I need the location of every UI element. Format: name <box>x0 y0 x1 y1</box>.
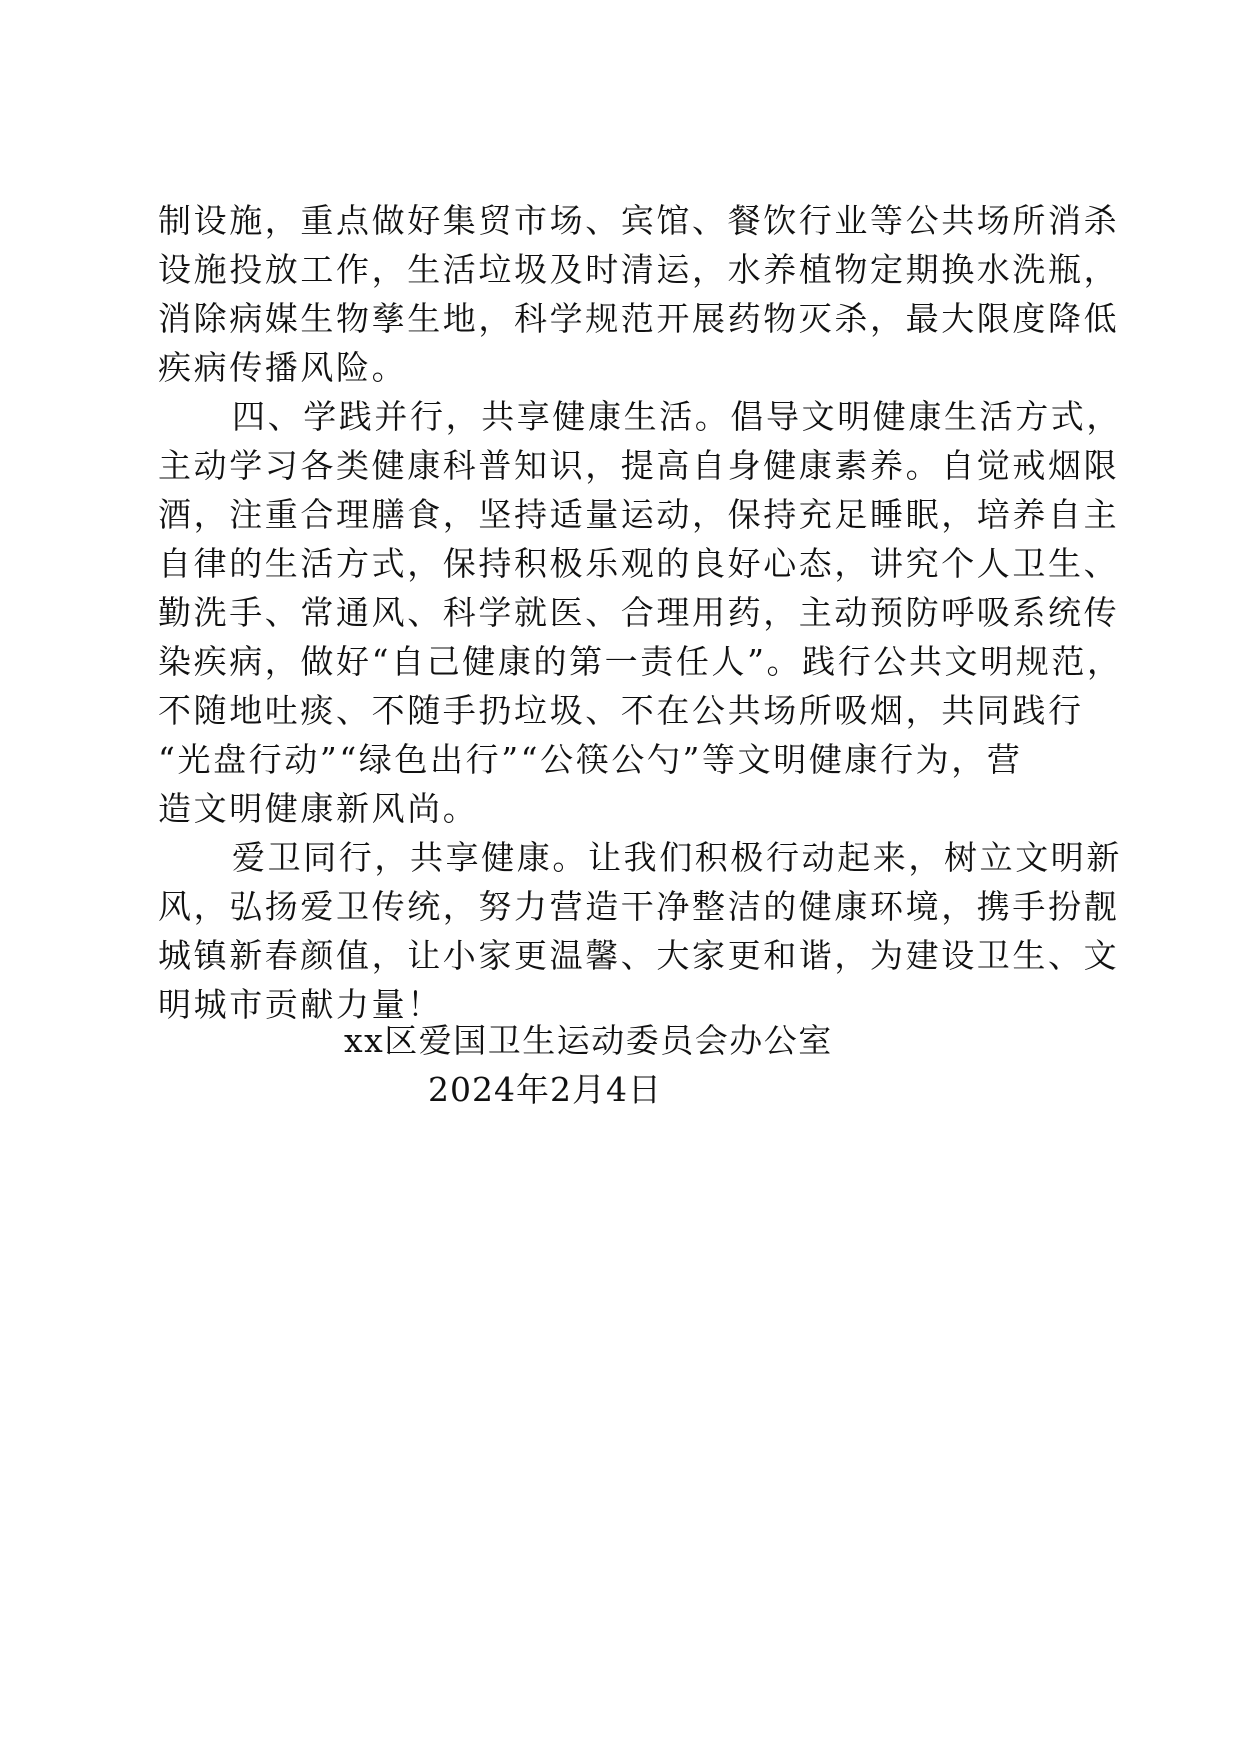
signature-organization: xx区爱国卫生运动委员会办公室 <box>344 1021 833 1060</box>
text-line: 设施投放工作，生活垃圾及时清运，水养植物定期换水洗瓶， <box>158 250 1120 289</box>
text-line: 风，弘扬爱卫传统，努力营造干净整洁的健康环境，携手扮靓 <box>158 887 1120 926</box>
text-line: 明城市贡献力量！ <box>158 985 443 1024</box>
text-line: 自律的生活方式，保持积极乐观的良好心态，讲究个人卫生、 <box>158 544 1120 583</box>
text-line: 制设施，重点做好集贸市场、宾馆、餐饮行业等公共场所消杀 <box>158 201 1120 240</box>
text-line: 四、学践并行，共享健康生活。倡导文明健康生活方式， <box>232 397 1122 436</box>
text-line: 造文明健康新风尚。 <box>158 789 479 828</box>
text-line: 城镇新春颜值，让小家更温馨、大家更和谐，为建设卫生、文 <box>158 936 1120 975</box>
text-line: 主动学习各类健康科普知识，提高自身健康素养。自觉戒烟限 <box>158 446 1120 485</box>
text-line: 疾病传播风险。 <box>158 348 408 387</box>
text-line: 不随地吐痰、不随手扔垃圾、不在公共场所吸烟，共同践行 <box>158 691 1084 730</box>
document-body <box>158 196 1123 1029</box>
text-line: 爱卫同行，共享健康。让我们积极行动起来，树立文明新 <box>232 838 1122 877</box>
signature-date: 2024年2月4日 <box>428 1070 662 1109</box>
text-line: “光盘行动”“绿色出行”“公筷公勺”等文明健康行为，营 <box>158 740 1023 779</box>
text-line: 染疾病，做好“自己健康的第一责任人”。践行公共文明规范， <box>158 642 1123 681</box>
paragraph-continuation <box>158 196 1120 392</box>
paragraph-closing <box>158 833 1122 1029</box>
text-line: 消除病媒生物孳生地，科学规范开展药物灭杀，最大限度降低 <box>158 299 1120 338</box>
paragraph-section-four <box>158 392 1123 833</box>
text-line: 酒，注重合理膳食，坚持适量运动，保持充足睡眠，培养自主 <box>158 495 1120 534</box>
text-line: 勤洗手、常通风、科学就医、合理用药，主动预防呼吸系统传 <box>158 593 1120 632</box>
